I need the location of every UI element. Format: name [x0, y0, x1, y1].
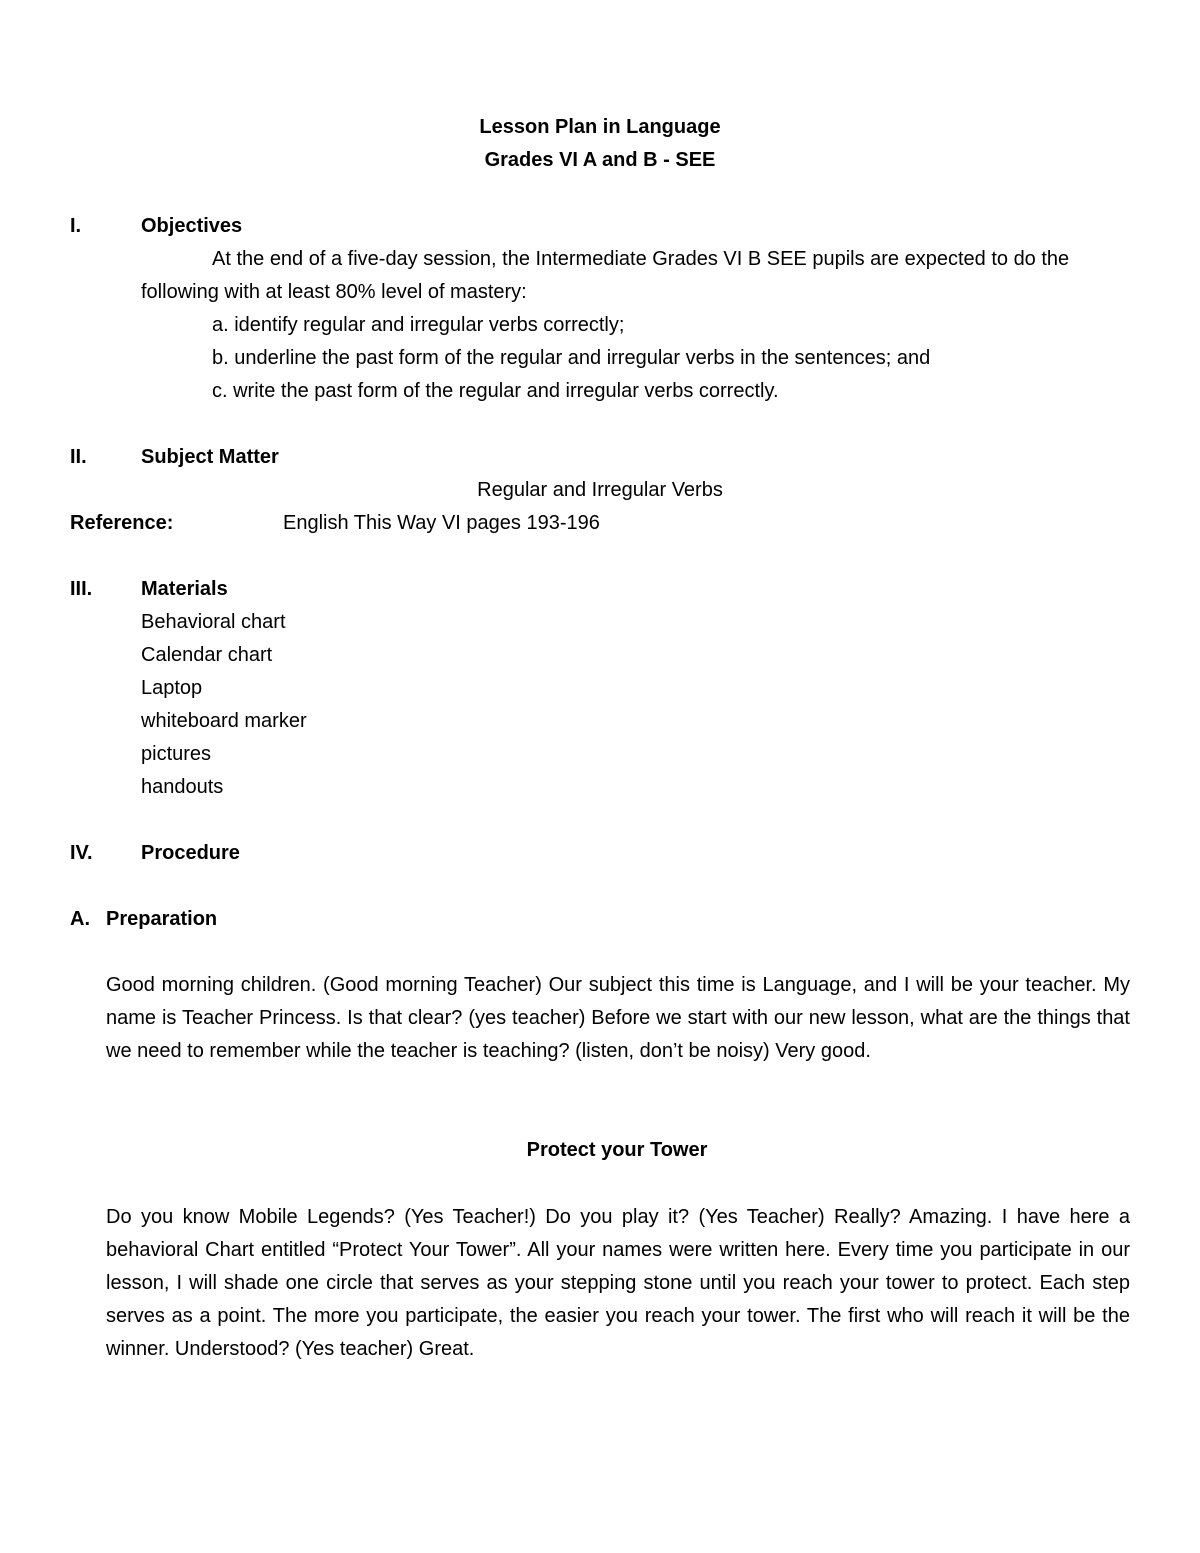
- objectives-intro-line-2: following with at least 80% level of mastery:: [141, 281, 527, 303]
- section-heading-materials: Materials: [141, 578, 228, 600]
- section-numeral-objectives: I.: [70, 215, 82, 237]
- material-item: Calendar chart: [141, 644, 273, 666]
- material-item: Laptop: [141, 677, 203, 699]
- material-item: Behavioral chart: [141, 611, 286, 633]
- document-subtitle: Grades VI A and B - SEE: [484, 149, 716, 171]
- section-numeral-subject-matter: II.: [70, 446, 87, 468]
- document-title: Lesson Plan in Language: [479, 116, 721, 138]
- reference-value: English This Way VI pages 193-196: [283, 512, 600, 534]
- activity-title: Protect your Tower: [526, 1139, 708, 1161]
- section-numeral-materials: III.: [70, 578, 93, 600]
- preparation-paragraph: Good morning children. (Good morning Teacher) Our subject this time is Language, and I will be your teacher. My name is Teacher Princess. Is that clear? (yes teacher) Before we start with our new lesson, what are the things that we need to remember while the teacher is teaching? (listen, don’t be noisy) Very good.: [106, 974, 1130, 1062]
- section-heading-procedure: Procedure: [141, 842, 240, 864]
- material-item: pictures: [141, 743, 212, 765]
- objectives-intro-line-1: At the end of a five-day session, the Intermediate Grades VI B SEE pupils are expected to do the: [212, 248, 1070, 270]
- subject-topic: Regular and Irregular Verbs: [477, 479, 723, 501]
- subsection-letter-preparation: A.: [70, 908, 90, 930]
- section-numeral-procedure: IV.: [70, 842, 93, 864]
- objective-item: b. underline the past form of the regular and irregular verbs in the sentences; and: [212, 347, 931, 369]
- section-heading-objectives: Objectives: [141, 215, 243, 237]
- objective-item: c. write the past form of the regular and irregular verbs correctly.: [212, 380, 779, 402]
- section-heading-subject-matter: Subject Matter: [141, 446, 279, 468]
- material-item: whiteboard marker: [141, 710, 307, 732]
- material-item: handouts: [141, 776, 224, 798]
- reference-label: Reference:: [70, 512, 174, 534]
- objective-item: a. identify regular and irregular verbs correctly;: [212, 314, 625, 336]
- subsection-heading-preparation: Preparation: [106, 908, 218, 930]
- activity-paragraph: Do you know Mobile Legends? (Yes Teacher!) Do you play it? (Yes Teacher) Really? Amazing. I have here a behavioral Chart entitled “Protect Your Tower”. All your names were written here. Every time you participate in our lesson, I will shade one circle that serves as your stepping stone until you reach your tower to protect. Each step serves as a point. The more you participate, the easier you reach your tower. The first who will reach it will be the winner. Understood? (Yes teacher) Great.: [106, 1206, 1130, 1360]
